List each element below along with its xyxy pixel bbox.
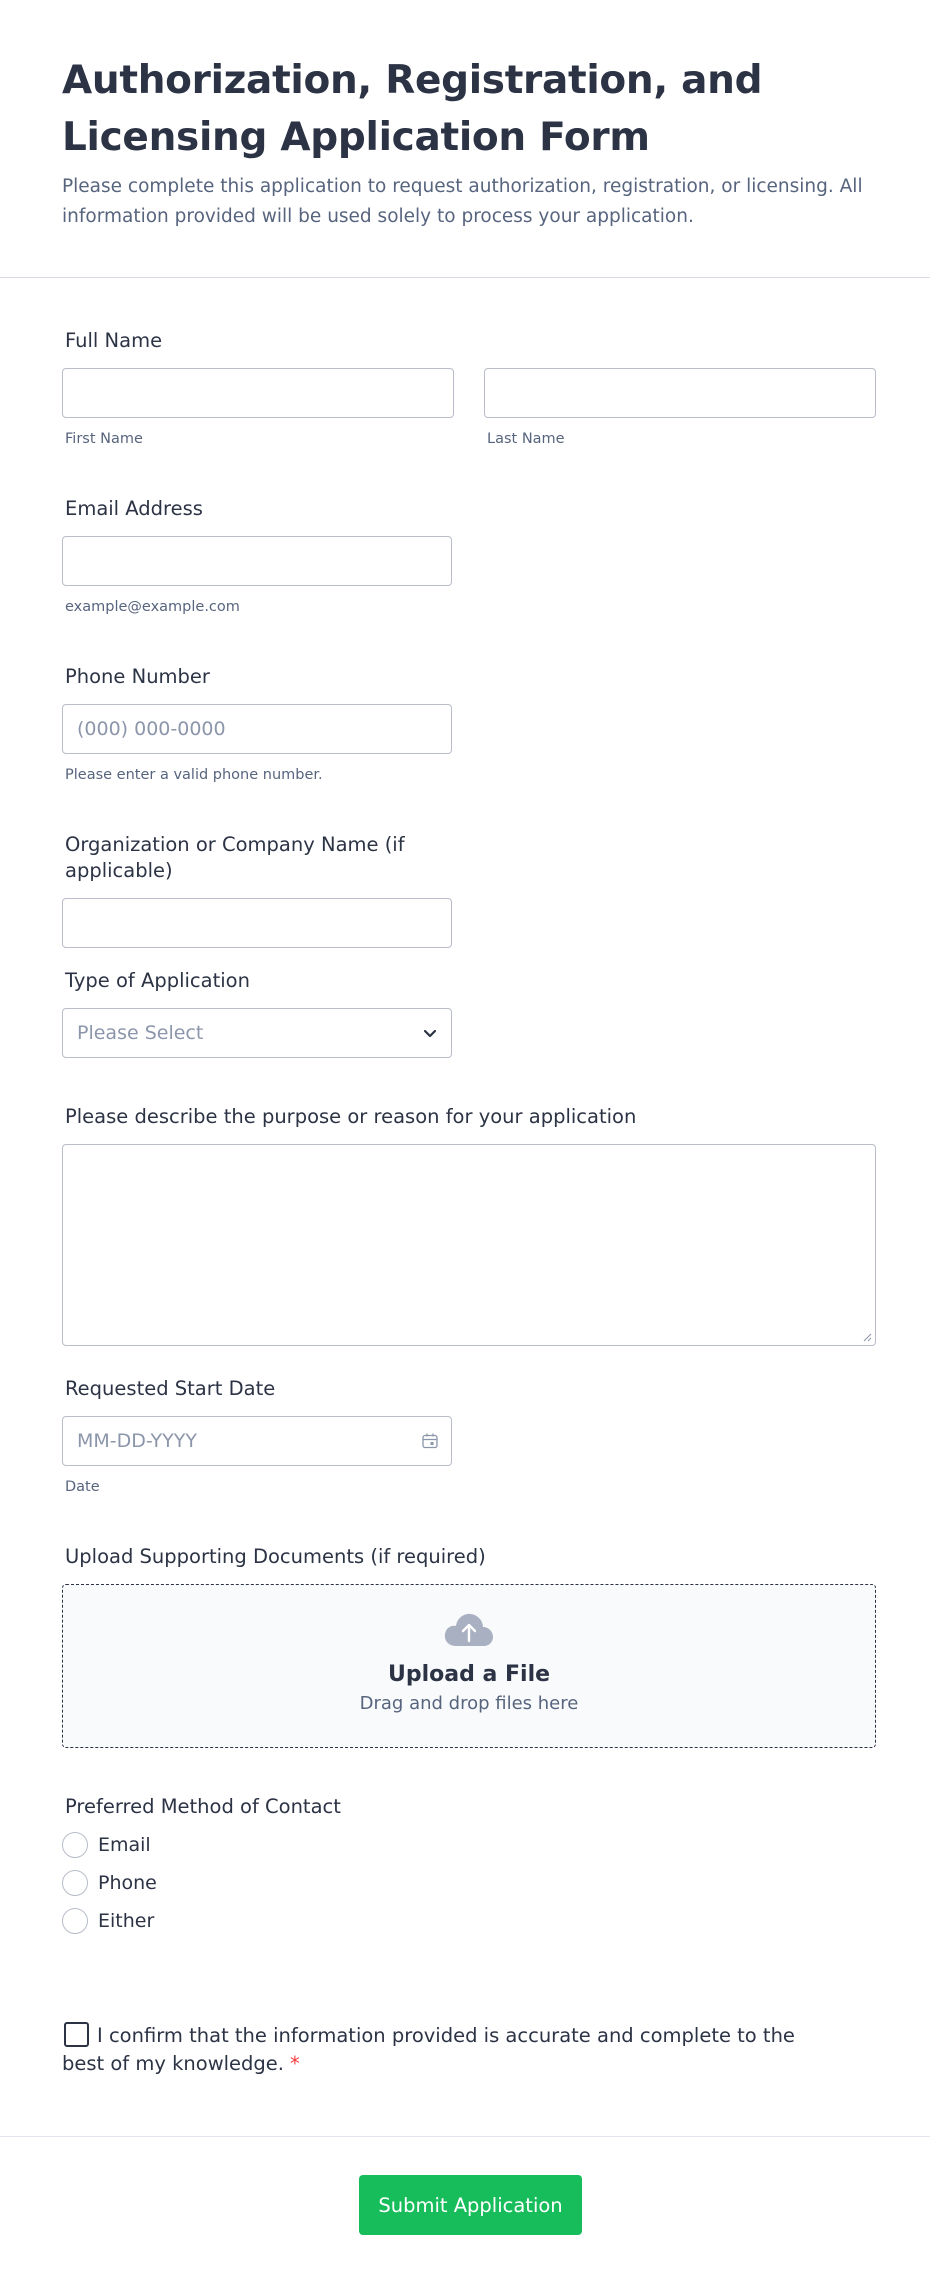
page-subtitle: Please complete this application to request authorization, registration, or licensing. All information provided will be used solely to process your application. <box>62 176 863 227</box>
radio-label-either: Either <box>98 1910 155 1932</box>
last-name-input[interactable] <box>484 368 876 418</box>
radio-email[interactable] <box>62 1832 88 1858</box>
resize-handle-icon[interactable] <box>862 1332 872 1342</box>
last-name-sublabel: Last Name <box>487 431 565 447</box>
contact-method-options <box>62 1826 562 1940</box>
first-name-input[interactable] <box>62 368 454 418</box>
contact-option-email[interactable] <box>62 1826 562 1864</box>
full-name-field <box>62 328 876 448</box>
upload-subtitle: Drag and drop files here <box>359 1693 579 1714</box>
application-type-label: Type of Application <box>65 969 250 992</box>
confirm-field <box>62 2022 802 2078</box>
radio-label-phone: Phone <box>98 1872 157 1894</box>
organization-label: Organization or Company Name (if applicable) <box>65 833 405 882</box>
cloud-upload-icon <box>443 1611 495 1649</box>
contact-option-either[interactable] <box>62 1902 562 1940</box>
contact-method-label: Preferred Method of Contact <box>65 1795 341 1818</box>
start-date-field <box>62 1376 452 1496</box>
application-type-select[interactable] <box>62 1008 452 1058</box>
start-date-input[interactable] <box>62 1416 452 1466</box>
purpose-textarea[interactable] <box>62 1144 876 1346</box>
organization-input[interactable] <box>62 898 452 948</box>
start-date-label: Requested Start Date <box>65 1377 276 1400</box>
email-sublabel: example@example.com <box>65 599 240 615</box>
purpose-field <box>62 1104 876 1346</box>
upload-field <box>62 1544 876 1748</box>
start-date-sublabel: Date <box>65 1479 100 1495</box>
radio-label-email: Email <box>98 1834 151 1856</box>
form-header <box>0 0 930 278</box>
phone-label: Phone Number <box>65 665 210 688</box>
confirm-checkbox[interactable] <box>64 2022 89 2047</box>
contact-option-phone[interactable] <box>62 1864 562 1902</box>
start-date-placeholder: MM-DD-YYYY <box>77 1430 197 1452</box>
form-footer <box>0 2136 930 2283</box>
application-type-field <box>62 968 452 1058</box>
calendar-icon[interactable] <box>421 1432 439 1450</box>
email-label: Email Address <box>65 497 203 520</box>
confirm-text: I confirm that the information provided is accurate and complete to the best of my knowledge. <box>62 2024 795 2075</box>
contact-method-field <box>62 1794 562 1940</box>
page-title: Authorization, Registration, and Licensing Application Form <box>62 58 763 160</box>
upload-dropzone[interactable] <box>62 1584 876 1748</box>
first-name-sublabel: First Name <box>65 431 143 447</box>
email-input[interactable] <box>62 536 452 586</box>
full-name-label: Full Name <box>65 329 163 352</box>
phone-input[interactable] <box>62 704 452 754</box>
upload-label: Upload Supporting Documents (if required) <box>65 1545 486 1568</box>
application-type-value: Please Select <box>77 1022 204 1044</box>
required-mark: * <box>290 2052 300 2075</box>
form-body <box>0 278 930 2136</box>
upload-title: Upload a File <box>387 1662 551 1687</box>
phone-sublabel: Please enter a valid phone number. <box>65 767 323 783</box>
radio-either[interactable] <box>62 1908 88 1934</box>
phone-field <box>62 664 452 784</box>
purpose-label: Please describe the purpose or reason for your application <box>65 1105 637 1128</box>
radio-phone[interactable] <box>62 1870 88 1896</box>
chevron-down-icon <box>421 1024 439 1042</box>
phone-placeholder: (000) 000-0000 <box>77 718 226 740</box>
email-field <box>62 496 452 616</box>
submit-button[interactable]: Submit Application <box>359 2175 582 2235</box>
organization-field <box>62 832 452 948</box>
